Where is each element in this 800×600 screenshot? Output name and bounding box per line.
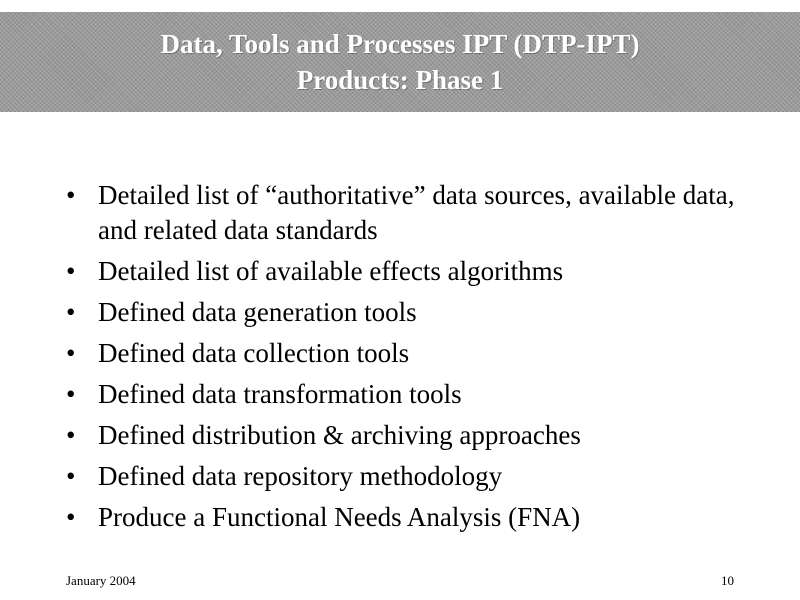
bullet-text: Defined data collection tools	[98, 338, 410, 368]
bullet-item	[66, 500, 766, 535]
bullet-item	[66, 295, 766, 330]
bullet-text: Detailed list of available effects algorithms	[98, 256, 564, 286]
bullet-symbol: •	[66, 180, 76, 210]
bullet-item	[66, 254, 766, 289]
bullet-text: Detailed list of “authoritative” data sources, available data, and related data standards	[98, 180, 735, 245]
bullet-item	[66, 377, 766, 412]
bullet-item	[66, 418, 766, 453]
bullet-text: Produce a Functional Needs Analysis (FNA)	[98, 502, 581, 532]
bullet-list	[66, 178, 766, 541]
bullet-item	[66, 178, 766, 248]
bullet-text: Defined distribution & archiving approaches	[98, 420, 581, 450]
slide-title-line-2: Products: Phase 1	[296, 65, 504, 95]
footer-date: January 2004	[66, 573, 136, 588]
bullet-text: Defined data repository methodology	[98, 461, 503, 491]
bullet-item	[66, 459, 766, 494]
bullet-symbol: •	[66, 420, 76, 450]
bullet-text: Defined data transformation tools	[98, 379, 462, 409]
bullet-symbol: •	[66, 338, 76, 368]
page-number: 10	[721, 573, 734, 588]
bullet-symbol: •	[66, 256, 76, 286]
bullet-text: Defined data generation tools	[98, 297, 417, 327]
slide-title	[0, 26, 800, 98]
bullet-item	[66, 336, 766, 371]
slide-title-line-1: Data, Tools and Processes IPT (DTP-IPT)	[160, 29, 640, 59]
bullet-symbol: •	[66, 461, 76, 491]
bullet-symbol: •	[66, 502, 76, 532]
bullet-symbol: •	[66, 297, 76, 327]
bullet-symbol: •	[66, 379, 76, 409]
